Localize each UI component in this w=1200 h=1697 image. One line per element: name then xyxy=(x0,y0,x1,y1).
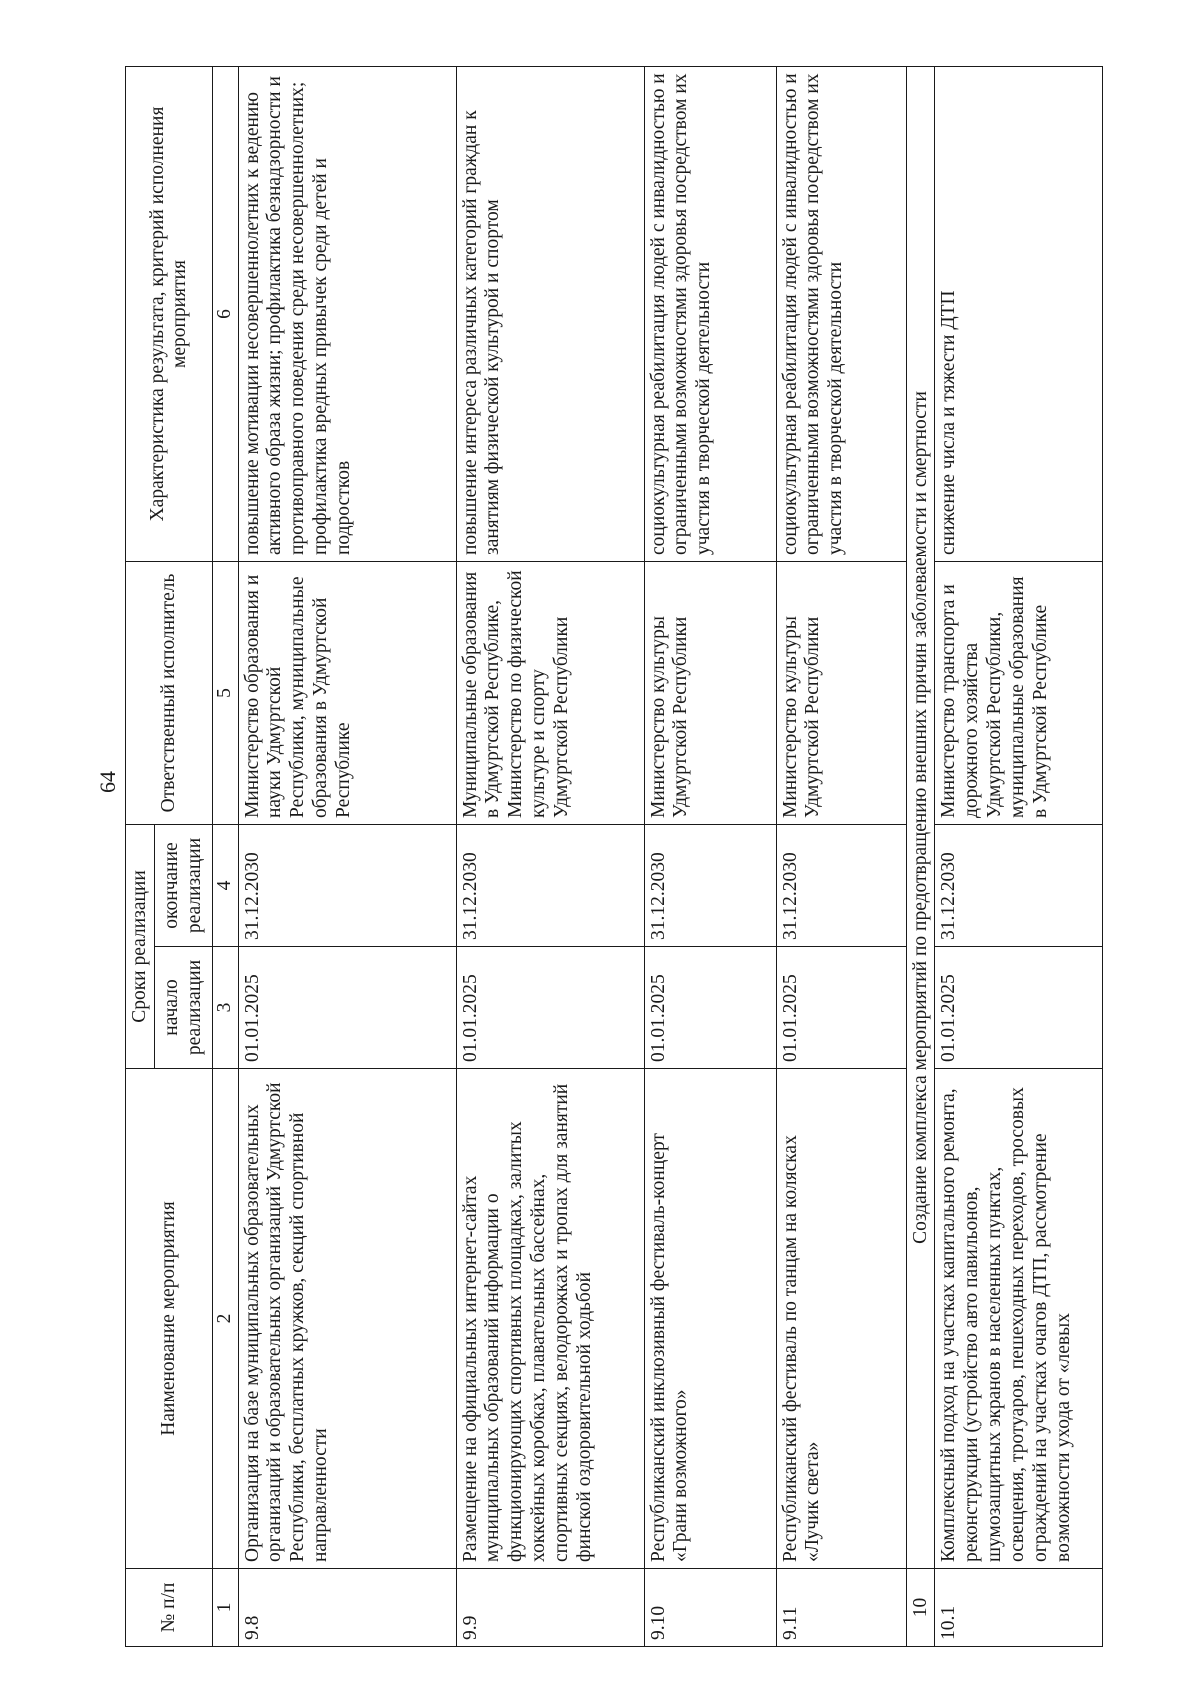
row-responsible: Муниципальные образования в Удмуртской Республике, Министерство по физической культуре и спорту Удмуртской Республики xyxy=(456,562,644,825)
table-row xyxy=(238,67,456,1647)
row-number: 9.10 xyxy=(644,1569,776,1647)
document-sheet xyxy=(125,67,1080,1647)
column-number: 1 xyxy=(212,1569,238,1647)
row-result: социокультурная реабилитация людей с инвалидностью и ограниченными возможностями здоровья посредством их участия в творческой деятельности xyxy=(644,67,776,562)
section-title: Создание комплекса мероприятий по предотвращению внешних причин заболеваемости и смертности xyxy=(906,67,935,1569)
column-number: 5 xyxy=(212,562,238,825)
table-row xyxy=(935,67,1103,1647)
row-start: 01.01.2025 xyxy=(238,947,456,1069)
row-responsible: Министерство культуры Удмуртской Республики xyxy=(644,562,776,825)
row-number: 9.11 xyxy=(776,1569,906,1647)
header-name: Наименование мероприятия xyxy=(126,1069,213,1569)
row-name: Размещение на официальных интернет-сайтах муниципальных образований информации о функционирующих спортивных площадках, залитых хоккейных коробках, плавательных бассейнах, спортивных секциях, велодорожках и тропах для занятий финской оздоровительной ходьбой xyxy=(456,1069,644,1569)
header-period: Сроки реализации xyxy=(126,825,155,1069)
header-num: № п/п xyxy=(126,1569,213,1647)
row-number: 10.1 xyxy=(935,1569,1103,1647)
column-number: 2 xyxy=(212,1069,238,1569)
section-row xyxy=(906,67,935,1647)
column-number: 3 xyxy=(212,947,238,1069)
header-end: окончание реализации xyxy=(154,825,212,947)
row-responsible: Министерство транспорта и дорожного хозяйства Удмуртской Республики, муниципальные образования в Удмуртской Республике xyxy=(935,562,1103,825)
column-number: 4 xyxy=(212,825,238,947)
row-start: 01.01.2025 xyxy=(935,947,1103,1069)
header-start: начало реализации xyxy=(154,947,212,1069)
row-name: Комплексный подход на участках капитального ремонта, реконструкции (устройство авто павильонов, шумозащитных экранов в населенных пунктах, освещения, тротуаров, пешеходных переходов, тросовых ограждений на участках очагов ДТП, рассмотрение возможности ухода от «левых xyxy=(935,1069,1103,1569)
header-result: Характеристика результата, критерий исполнения мероприятия xyxy=(126,67,213,562)
row-result: социокультурная реабилитация людей с инвалидностью и ограниченными возможностями здоровья посредством их участия в творческой деятельности xyxy=(776,67,906,562)
table-row xyxy=(776,67,906,1647)
header-responsible: Ответственный исполнитель xyxy=(126,562,213,825)
row-responsible: Министерство образования и науки Удмуртской Республики, муниципальные образования в Удмуртской Республике xyxy=(238,562,456,825)
table-row xyxy=(644,67,776,1647)
row-result: повышение интереса различных категорий граждан к занятиям физической культурой и спортом xyxy=(456,67,644,562)
activities-table xyxy=(125,66,1103,1647)
row-name: Организация на базе муниципальных образовательных организаций и образовательных организаций Удмуртской Республики, бесплатных кружков, секций спортивной направленности xyxy=(238,1069,456,1569)
row-start: 01.01.2025 xyxy=(644,947,776,1069)
row-name: Республиканский инклюзивный фестиваль-концерт «Грани возможного» xyxy=(644,1069,776,1569)
row-start: 01.01.2025 xyxy=(456,947,644,1069)
table-row xyxy=(456,67,644,1647)
row-result: повышение мотивации несовершеннолетних к ведению активного образа жизни; профилактика безнадзорности и противоправного поведения среди несовершеннолетних; профилактика вредных привычек среди детей и подростков xyxy=(238,67,456,562)
row-name: Республиканский фестиваль по танцам на колясках «Лучик света» xyxy=(776,1069,906,1569)
row-responsible: Министерство культуры Удмуртской Республики xyxy=(776,562,906,825)
column-number: 6 xyxy=(212,67,238,562)
section-number: 10 xyxy=(906,1569,935,1647)
row-end: 31.12.2030 xyxy=(776,825,906,947)
row-number: 9.9 xyxy=(456,1569,644,1647)
row-end: 31.12.2030 xyxy=(935,825,1103,947)
row-end: 31.12.2030 xyxy=(644,825,776,947)
page-number: 64 xyxy=(95,771,120,793)
row-start: 01.01.2025 xyxy=(776,947,906,1069)
column-number-row xyxy=(212,67,238,1647)
row-result: снижение числа и тяжести ДТП xyxy=(935,67,1103,562)
row-end: 31.12.2030 xyxy=(238,825,456,947)
row-end: 31.12.2030 xyxy=(456,825,644,947)
row-number: 9.8 xyxy=(238,1569,456,1647)
